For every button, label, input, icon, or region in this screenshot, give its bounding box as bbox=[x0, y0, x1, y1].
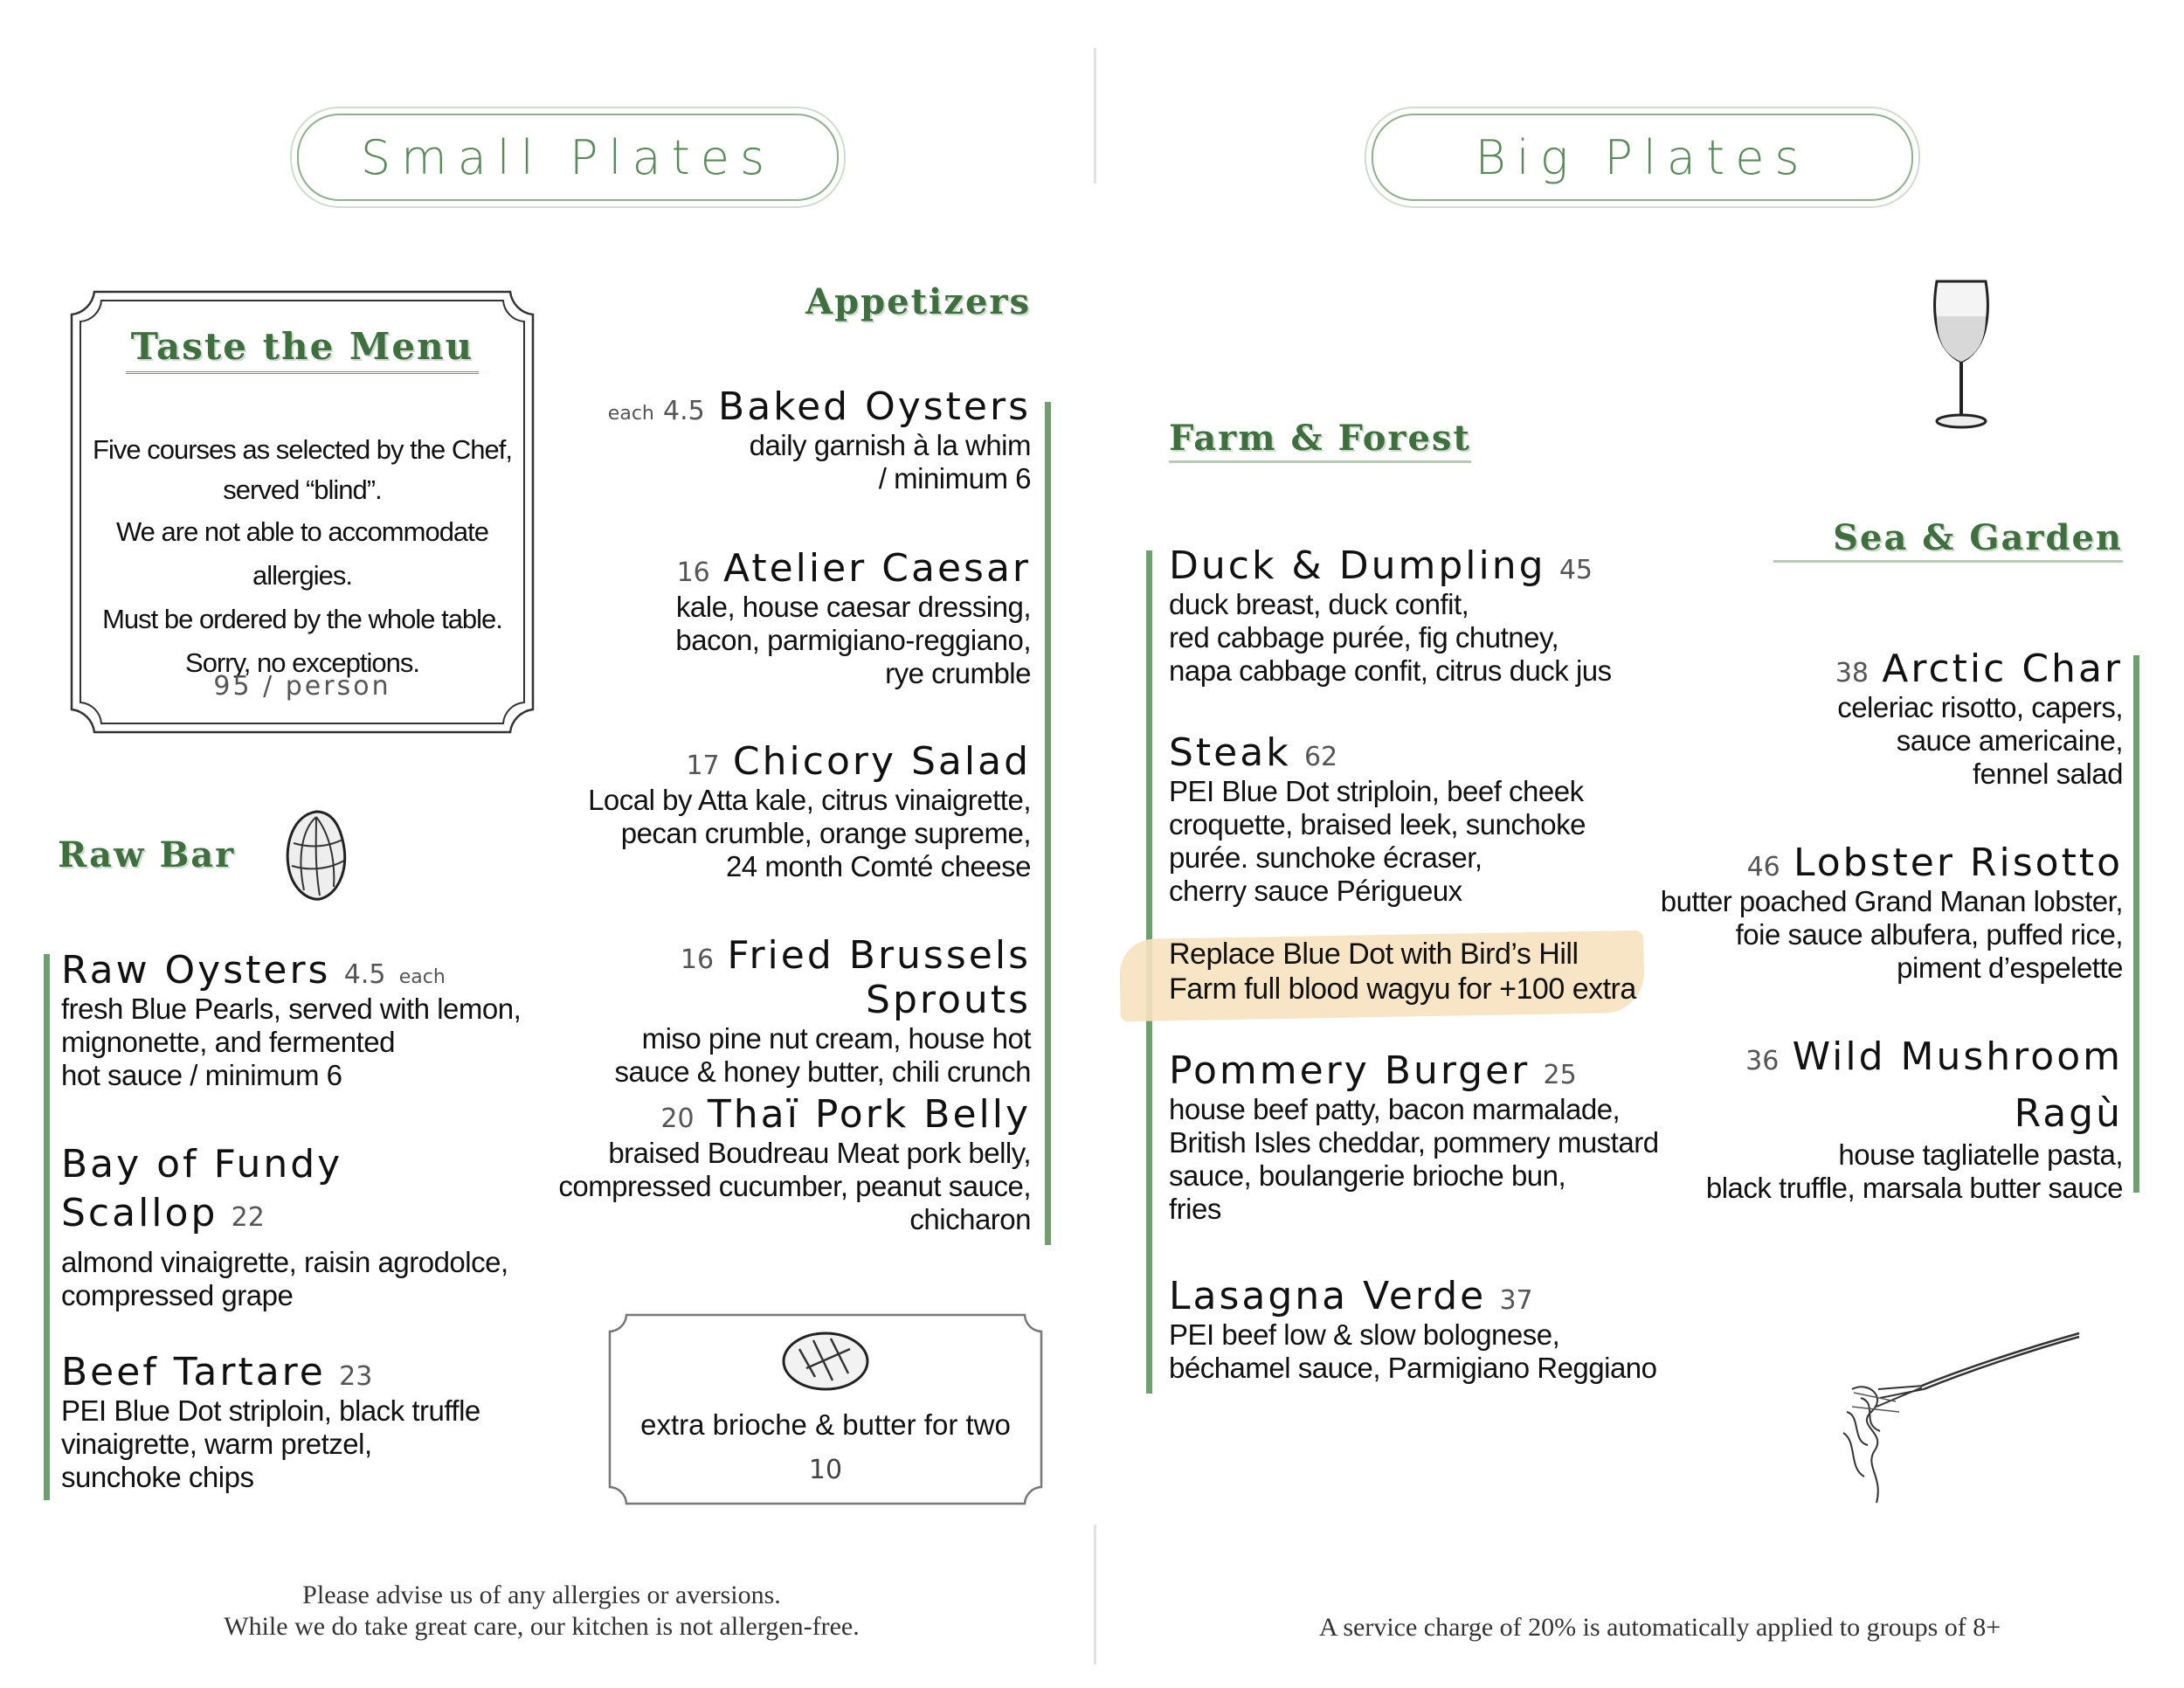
beef-tartare-item: Beef Tartare 23 PEI Blue Dot striploin, black truffle vinaigrette, warm pretzel, sunchoke chips bbox=[61, 1350, 480, 1493]
fork-pasta-icon bbox=[1826, 1328, 2088, 1512]
taste-menu-price: 95 / person bbox=[213, 671, 391, 702]
wine-glass-icon bbox=[1926, 278, 1996, 431]
brioche-price: 10 bbox=[808, 1455, 843, 1485]
appetizers-rule bbox=[1045, 402, 1051, 1245]
pommery-burger-item: Pommery Burger 25 house beef patty, bacon marmalade, British Isles cheddar, pommery mustard sauce, boulangerie brioche bun, fries bbox=[1169, 1048, 1659, 1225]
baked-oysters-item: each 4.5 Baked Oysters daily garnish à la whim / minimum 6 bbox=[607, 384, 1031, 495]
service-charge-footer: A service charge of 20% is automatically applied to groups of 8+ bbox=[1318, 1613, 2001, 1642]
center-divider-top bbox=[1094, 48, 1096, 183]
atelier-caesar-item: 16 Atelier Caesar kale, house caesar dressing, bacon, parmigiano-reggiano, rye crumble bbox=[675, 546, 1031, 689]
wild-mushroom-ragu-item: 36 Wild Mushroom Ragù house tagliatelle pasta, black truffle, marsala butter sauce bbox=[1705, 1034, 2123, 1204]
farm-forest-title: Farm & Forest bbox=[1169, 418, 1471, 463]
oyster-icon bbox=[281, 808, 351, 904]
arctic-char-item: 38 Arctic Char celeriac risotto, capers, sauce americaine, fennel salad bbox=[1835, 647, 2123, 790]
raw-bar-title: Raw Bar bbox=[58, 834, 236, 875]
chicory-salad-item: 17 Chicory Salad Local by Atta kale, citrus vinaigrette, pecan crumble, orange supreme, 24 month Comté cheese bbox=[588, 739, 1031, 882]
big-plates-header bbox=[1372, 114, 1913, 201]
bay-of-fundy-scallop-item: Bay of Fundy Scallop 22 almond vinaigrette, raisin agrodolce, compressed grape bbox=[61, 1142, 508, 1311]
sea-garden-rule bbox=[2133, 655, 2139, 1193]
duck-dumpling-item: Duck & Dumpling 45 duck breast, duck confit, red cabbage purée, fig chutney, napa cabbage confit, citrus duck jus bbox=[1169, 543, 1612, 687]
lobster-risotto-item: 46 Lobster Risotto butter poached Grand Manan lobster, foie sauce albufera, puffed rice, piment d’espelette bbox=[1660, 841, 2123, 984]
fried-brussels-sprouts-item: 16 Fried Brussels Sprouts miso pine nut cream, house hot sauce & honey butter, chili crunch bbox=[614, 933, 1031, 1088]
steak-item: Steak 62 PEI Blue Dot striploin, beef cheek croquette, braised leek, sunchoke purée. sunchoke écraser, cherry sauce Périgueux bbox=[1169, 730, 1586, 907]
lasagna-verde-item: Lasagna Verde 37 PEI beef low & slow bolognese, béchamel sauce, Parmigiano Reggiano bbox=[1169, 1274, 1657, 1384]
appetizers-title: Appetizers bbox=[805, 281, 1031, 322]
wagyu-upgrade-note: Replace Blue Dot with Bird’s Hill Farm full blood wagyu for +100 extra bbox=[1169, 937, 1636, 1006]
bread-icon bbox=[780, 1328, 871, 1391]
center-divider-bottom bbox=[1094, 1525, 1096, 1664]
taste-menu-description: Five courses as selected by the Chef, served “blind”. We are not able to accommodate allergies. Must be ordered by the whole table. Sorry, no exceptions. bbox=[93, 434, 512, 678]
thai-pork-belly-item: 20 Thaï Pork Belly braised Boudreau Meat pork belly, compressed cucumber, peanut sauce, chicharon bbox=[558, 1092, 1031, 1235]
raw-oysters-item: Raw Oysters 4.5 each fresh Blue Pearls, served with lemon, mignonette, and fermented hot sauce / minimum 6 bbox=[61, 948, 522, 1091]
brioche-text: extra brioche & butter for two bbox=[640, 1408, 1011, 1441]
small-plates-title: Small Plates bbox=[360, 129, 776, 185]
sea-garden-title: Sea & Garden bbox=[1773, 517, 2123, 563]
big-plates-title: Big Plates bbox=[1475, 129, 1810, 185]
raw-bar-rule bbox=[44, 954, 50, 1500]
small-plates-header bbox=[297, 114, 839, 201]
taste-menu-title: Taste the Menu bbox=[68, 325, 536, 368]
allergy-footer: Please advise us of any allergies or aversions. While we do take great care, our kitchen is not allergen-free. bbox=[224, 1581, 860, 1641]
